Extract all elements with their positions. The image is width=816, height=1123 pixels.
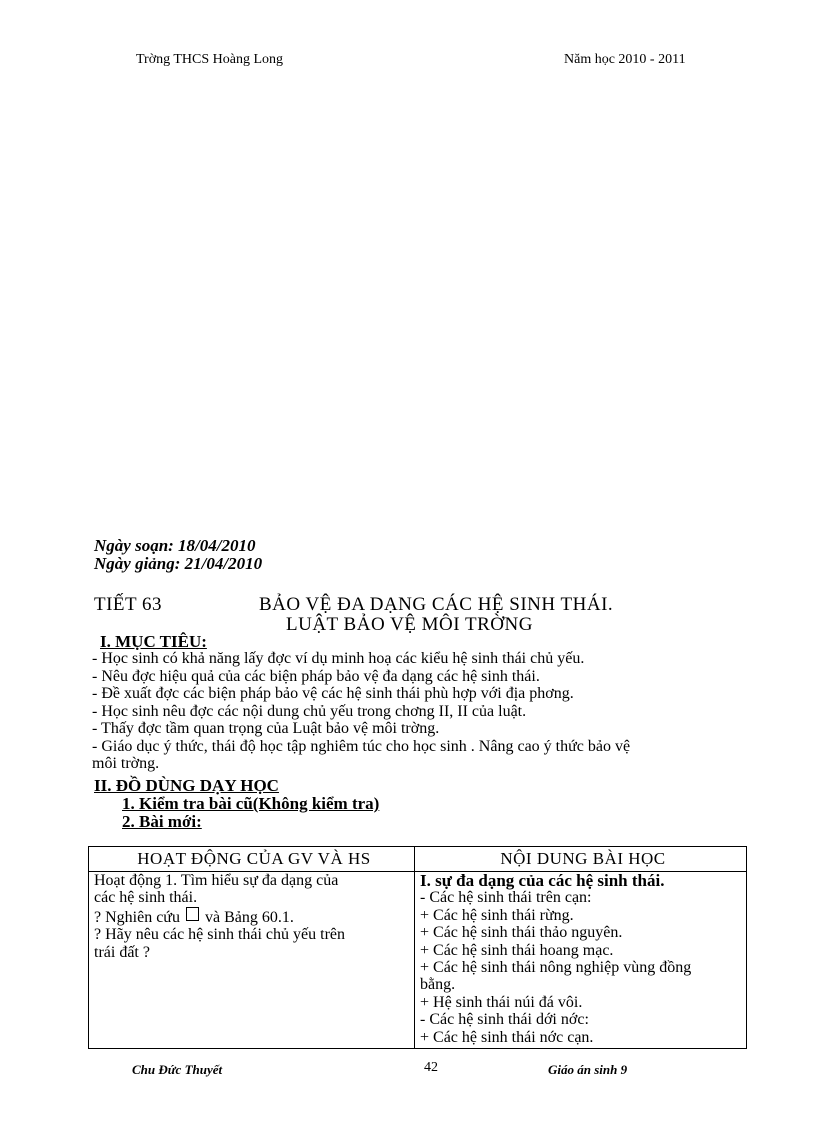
content-line: - Các hệ sinh thái dới nớc:: [420, 1011, 589, 1029]
objective-item: - Học sinh có khả năng lấy đợc ví dụ minh hoạ các kiểu hệ sinh thái chủ yếu.: [92, 650, 585, 667]
taught-date: Ngày giảng: 21/04/2010: [94, 554, 263, 573]
content-line: - Các hệ sinh thái trên cạn:: [420, 889, 592, 907]
question-2: ? Hãy nêu các hệ sinh thái chủ yếu trên: [94, 926, 346, 944]
school-name: Trờng THCS Hoàng Long: [136, 52, 284, 67]
objectives-list: [92, 650, 630, 773]
check-old-lesson: 1. Kiểm tra bài cũ(Không kiểm tra): [122, 794, 380, 813]
objective-item: môi trờng.: [92, 755, 160, 772]
col-content-header: NỘI DUNG BÀI HỌC: [415, 847, 747, 872]
prepared-date: Ngày soạn: 18/04/2010: [94, 536, 256, 555]
new-lesson: 2. Bài mới:: [122, 812, 202, 831]
lesson-title-line2: LUẬT BẢO VỆ MÔI TRỜNG: [286, 614, 533, 635]
materials-heading: II. ĐỒ DÙNG DẠY HỌC: [94, 776, 279, 795]
checkbox-icon: [186, 907, 199, 921]
footer-author: Chu Đức Thuyết: [132, 1062, 223, 1077]
activities-cell: [89, 872, 415, 1049]
question-1: [94, 907, 414, 926]
objective-item: - Đề xuất đợc các biện pháp bảo vệ các hệ sinh thái phù hợp với địa phơng.: [92, 685, 574, 702]
objective-item: - Thấy đợc tầm quan trọng của Luật bảo vệ môi trờng.: [92, 720, 440, 737]
content-line: + Các hệ sinh thái hoang mạc.: [420, 941, 614, 959]
question-1-suffix: và Bảng 60.1.: [204, 908, 294, 926]
objectives-heading: I. MỤC TIÊU:: [100, 632, 207, 651]
footer-subject: Giáo án sinh 9: [548, 1062, 628, 1077]
objective-item: - Nêu đợc hiệu quả của các biện pháp bảo vệ đa dạng các hệ sinh thái.: [92, 667, 540, 685]
content-cell: [415, 872, 747, 1049]
page-number: 42: [424, 1060, 438, 1075]
question-1-prefix: ? Nghiên cứu: [94, 908, 180, 926]
content-line: bằng.: [420, 976, 456, 994]
content-line: + Các hệ sinh thái nông nghiệp vùng đồng: [420, 959, 692, 977]
lesson-title-line1: BẢO VỆ ĐA DẠNG CÁC HỆ SINH THÁI.: [259, 594, 614, 615]
content-line: + Các hệ sinh thái rừng.: [420, 906, 574, 924]
objective-item: - Học sinh nêu đợc các nội dung chủ yếu trong chơng II, II của luật.: [92, 702, 527, 720]
lesson-table: [88, 846, 747, 1049]
lesson-number: TIẾT 63: [94, 594, 163, 615]
activity-title: Hoạt động 1. Tìm hiểu sự đa dạng của: [94, 872, 339, 889]
content-line: + Các hệ sinh thái nớc cạn.: [420, 1028, 594, 1046]
content-line: + Các hệ sinh thái thảo nguyên.: [420, 924, 623, 942]
content-line: + Hệ sinh thái núi đá vôi.: [420, 993, 583, 1011]
objective-item: - Giáo dục ý thức, thái độ học tập nghiêm túc cho học sinh . Nâng cao ý thức bảo vệ: [92, 737, 631, 755]
activity-title-cont: các hệ sinh thái.: [94, 889, 198, 907]
school-year: Năm học 2010 - 2011: [564, 52, 686, 67]
col-activities-header: HOẠT ĐỘNG CỦA GV VÀ HS: [89, 847, 415, 872]
question-2-cont: trái đất ?: [94, 943, 150, 961]
content-heading: I. sự đa dạng của các hệ sinh thái.: [420, 871, 665, 890]
